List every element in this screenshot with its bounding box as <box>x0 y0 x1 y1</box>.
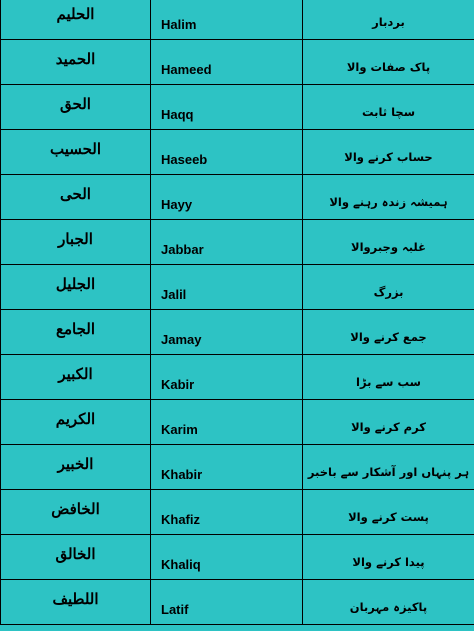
table-row <box>1 445 474 490</box>
table-row <box>1 265 474 310</box>
urdu-meaning-cell: غلبہ وجبروالا <box>303 220 474 265</box>
urdu-meaning-cell: حساب کرنے والا <box>303 130 474 175</box>
arabic-name-cell: الخبیر <box>1 445 151 490</box>
urdu-meaning-cell: پست کرنے والا <box>303 490 474 535</box>
arabic-name-cell: الحسیب <box>1 130 151 175</box>
urdu-meaning-cell: ہر پنہاں اور آشکار سے باخبر <box>303 445 474 490</box>
transliteration-cell: Karim <box>151 400 303 445</box>
arabic-name-cell: الجبار <box>1 220 151 265</box>
transliteration-cell: Khabir <box>151 445 303 490</box>
table-row <box>1 355 474 400</box>
urdu-meaning-cell: بزرگ <box>303 265 474 310</box>
arabic-name-cell: الکریم <box>1 400 151 445</box>
urdu-meaning-cell: جمع کرنے والا <box>303 310 474 355</box>
table-row <box>1 220 474 265</box>
arabic-name-cell: الخالق <box>1 535 151 580</box>
urdu-meaning-cell: ہمیشہ زندہ رہنے والا <box>303 175 474 220</box>
transliteration-cell: Jamay <box>151 310 303 355</box>
arabic-name-cell: الحی <box>1 175 151 220</box>
transliteration-cell: Jabbar <box>151 220 303 265</box>
urdu-meaning-cell: سچا ثابت <box>303 85 474 130</box>
table-row <box>1 535 474 580</box>
transliteration-cell: Haqq <box>151 85 303 130</box>
transliteration-cell: Hameed <box>151 40 303 85</box>
transliteration-cell: Latif <box>151 580 303 625</box>
arabic-name-cell: الحمید <box>1 40 151 85</box>
arabic-name-cell: اللطیف <box>1 580 151 625</box>
transliteration-cell: Khafiz <box>151 490 303 535</box>
urdu-meaning-cell: پاک صفات والا <box>303 40 474 85</box>
arabic-name-cell: الجامع <box>1 310 151 355</box>
arabic-name-cell: الحلیم <box>1 0 151 40</box>
transliteration-cell: Haseeb <box>151 130 303 175</box>
table-row <box>1 175 474 220</box>
table-row <box>1 580 474 625</box>
urdu-meaning-cell: کرم کرنے والا <box>303 400 474 445</box>
transliteration-cell: Khaliq <box>151 535 303 580</box>
transliteration-cell: Hayy <box>151 175 303 220</box>
arabic-name-cell: الکبیر <box>1 355 151 400</box>
urdu-meaning-cell: پاکیزہ مہربان <box>303 580 474 625</box>
transliteration-cell: Jalil <box>151 265 303 310</box>
urdu-meaning-cell: سب سے بڑا <box>303 355 474 400</box>
transliteration-cell: Kabir <box>151 355 303 400</box>
table-row <box>1 400 474 445</box>
table-row <box>1 490 474 535</box>
arabic-name-cell: الخافض <box>1 490 151 535</box>
urdu-meaning-cell: پیدا کرنے والا <box>303 535 474 580</box>
table-row <box>1 40 474 85</box>
arabic-name-cell: الجلیل <box>1 265 151 310</box>
table-row <box>1 130 474 175</box>
table-row <box>1 310 474 355</box>
urdu-meaning-cell: بردبار <box>303 0 474 40</box>
transliteration-cell: Halim <box>151 0 303 40</box>
table-row <box>1 85 474 130</box>
table-row <box>1 0 474 40</box>
arabic-name-cell: الحق <box>1 85 151 130</box>
